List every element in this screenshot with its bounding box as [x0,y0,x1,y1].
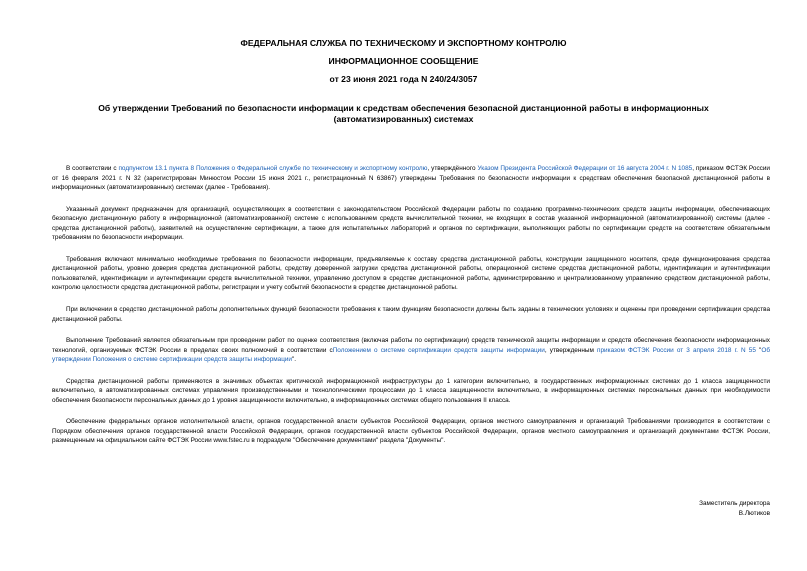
paragraph-5 [52,336,770,365]
paragraph-7: Обеспечение федеральных органов исполнительной власти, органов государственной власти субъектов Российской Федерации, органов местного самоуправления и организаций Требованиями производится в соответствии с Порядком обеспечения органов государственной власти Российской Федерации, органов государственной власти субъектов Российской Федерации, органов местного самоуправления и организаций документами ФСТЭК России, размещенным на официальном сайте ФСТЭК России www.fstec.ru в подразделе "Обеспечение документами" раздела "Документы". [52,418,770,445]
paragraph-2: Указанный документ предназначен для организаций, осуществляющих в соответствии с законодательством Российской Федерации работы по созданию программно-технических средств защиты информации, обеспечивающих безопасную дистанционную работу в информационной (автоматизированной) системе с использованием средств вычислительной техники, не входящих в состав указанной информационной (автоматизированной) системы (далее - средства дистанционной работы), заявителей на осуществление сертификации, а также для испытательных лабораторий и органов по сертификации, выполняющих работы по сертификации средств на соответствие обязательным требованиям по безопасности информации. [52,205,770,242]
paragraph-text: , приказом ФСТЭК России от 16 февраля 2021 г. N 32 (зарегистрирован Минюстом России 15 июня 2021 г., регистрационный N 63867) утверждены Требования по безопасности информации к средствам обеспечения безопасной дистанционной работы в информационных (автоматизированных) системах (далее - Требования). [52,165,771,192]
link-fstec-order-55[interactable]: приказом ФСТЭК России от 3 апреля 2018 г. N 55 [597,346,756,354]
agency-name: ФЕДЕРАЛЬНАЯ СЛУЖБА ПО ТЕХНИЧЕСКОМУ И ЭКСПОРТНОМУ КОНТРОЛЮ [240,38,567,48]
signature-block [699,499,770,519]
paragraph-6: Средства дистанционной работы применяются в значимых объектах критической информационной инфраструктуры до 1 категории включительно, в государственных информационных системах до 1 класса защищенности включительно, в автоматизированных системах управления производственными и технологическими процессами до 1 класса защищенности включительно, в информационных системах персональных данных при необходимости обеспечения безопасности персональных данных до 1 уровня защищенности включительно, в информационных системах общего пользования II класса. [52,377,770,404]
paragraph-3: Требования включают минимально необходимые требования по безопасности информации, предъявляемые к составу средства дистанционной работы, конструкции защищенного носителя, среде функционирования средства дистанционной работы, уровню доверия средства дистанционной работы, средству доверенной загрузки средства дистанционной работы, операционной системе средства дистанционной работы, идентификации и аутентификации пользователей, идентификации и аутентификации средств вычислительной техники, управлению доступом в средстве дистанционной работы, администрированию и централизованному управлению средством дистанционной работы, контролю целостности средства дистанционной работы, регистрации и учету событий безопасности в средстве дистанционной работы. [52,255,770,292]
document-body [52,164,770,446]
document-title: Об утверждении Требований по безопасности информации к средствам обеспечения безопасной дистанционной работы в информационных (автоматизированных) системах [98,103,709,124]
paragraph-4: При включении в средство дистанционной работы дополнительных функций безопасности требования к таким функциям безопасности должны быть заданы в технических условиях и оценены при проведении сертификации средства дистанционной работы. [52,306,770,323]
signer-position: Заместитель директора [699,500,770,507]
link-regulation-fstec[interactable]: подпунктом 13.1 пункта 8 Положения о Федеральной службе по техническому и экспортному контролю [118,165,428,172]
paragraph-text: В соответствии с [66,165,119,172]
paragraph-text: " [755,346,762,354]
link-presidential-decree[interactable]: Указом Президента Российской Федерации от 16 августа 2004 г. N 1085 [477,165,693,172]
signer-name: В.Лютиков [738,510,770,517]
paragraph-1 [52,164,770,193]
paragraph-text: , утверждённого [427,165,478,172]
link-certification-regulation[interactable]: Положением о системе сертификации средств защиты информации [332,346,545,354]
link-order-title[interactable]: Об утверждении Положения о системе сертификации средств защиты информации [52,346,770,364]
paragraph-text: , утвержденным [544,346,598,354]
paragraph-text: Выполнение Требований является обязательным при проведении работ по оценке соответствия (включая работы по сертификации) средств технической защиты информации и средств обеспечения безопасности информационных технологий, организуемых ФСТЭК России в пределах своих полномочий в соответствии с [52,337,770,354]
document-date-number: от 23 июня 2021 года N 240/24/3057 [329,74,478,84]
paragraph-text: ". [292,356,297,364]
document-type: ИНФОРМАЦИОННОЕ СООБЩЕНИЕ [328,56,479,66]
